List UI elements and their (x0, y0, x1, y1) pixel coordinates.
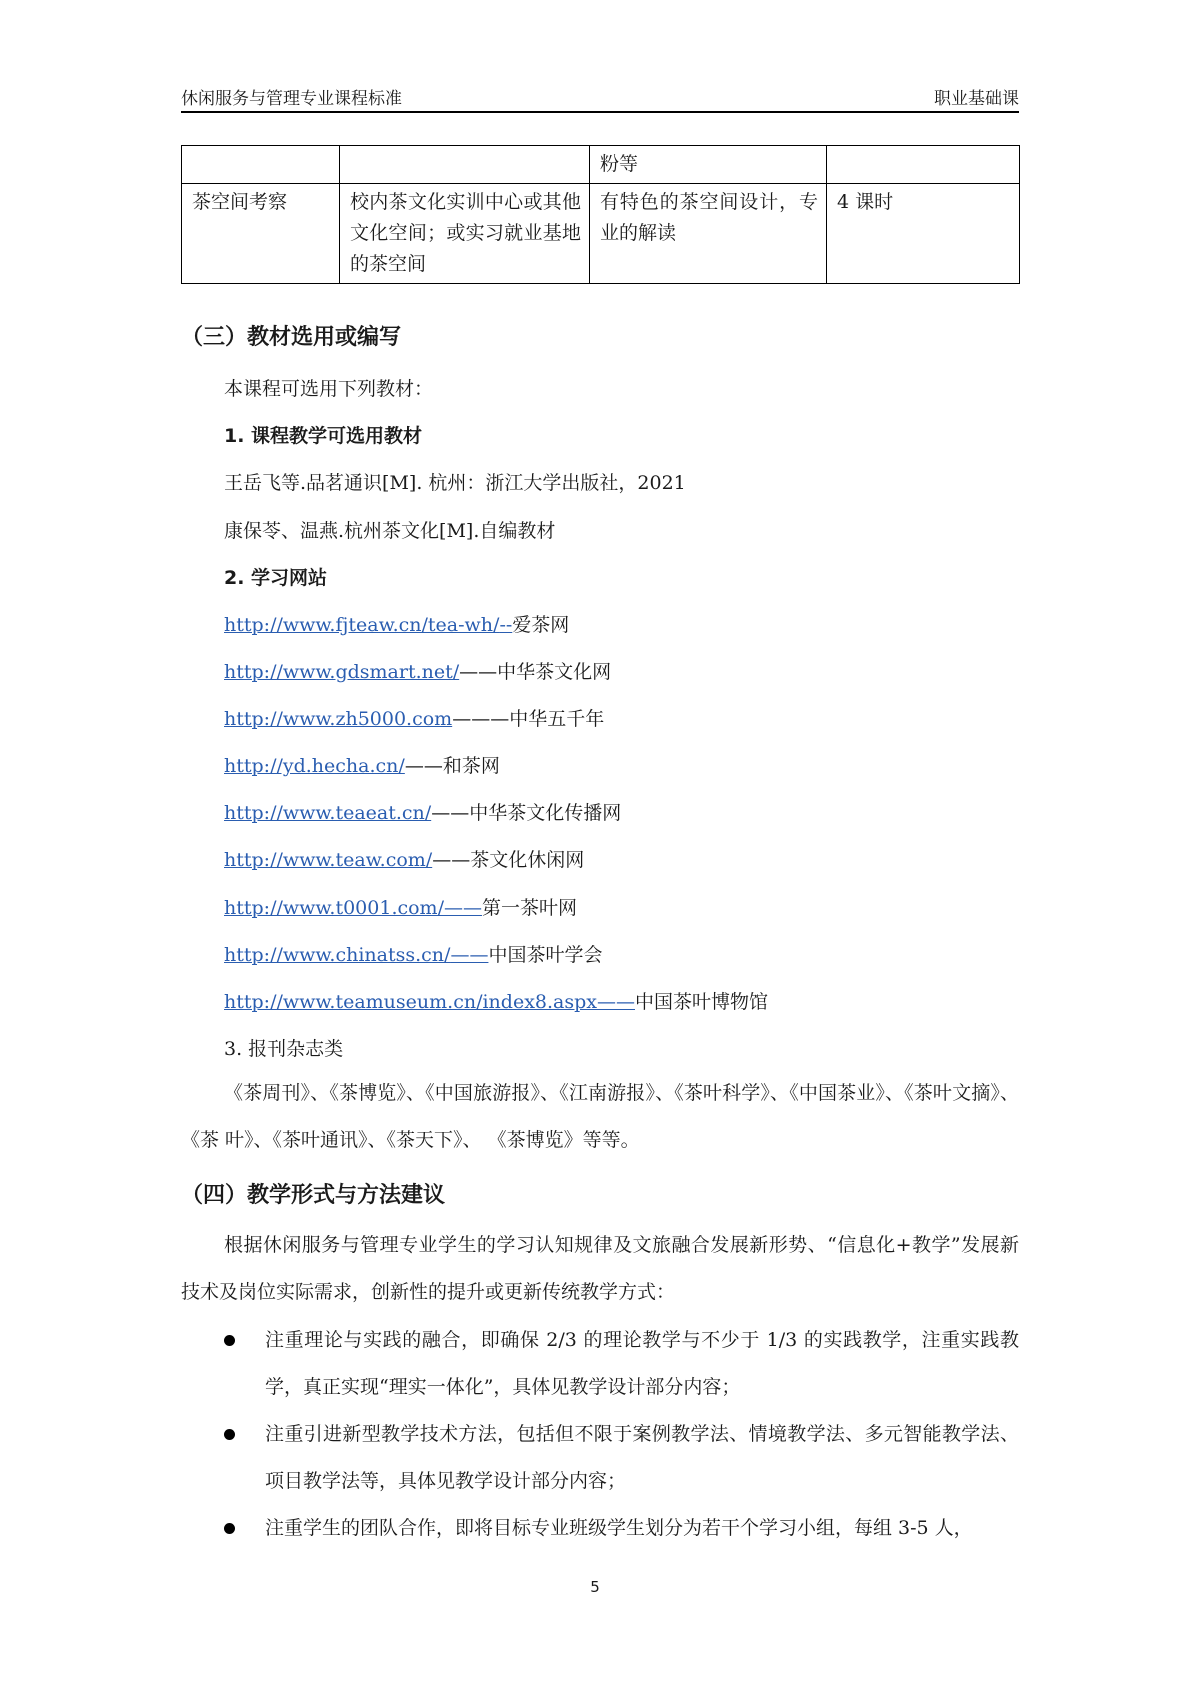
subsection-title-websites: 2. 学习网站 (224, 567, 328, 589)
website-name: 中华茶文化传播网 (469, 802, 622, 824)
page-number: 5 (590, 1578, 600, 1596)
website-item (224, 610, 569, 637)
list-item (224, 1505, 1019, 1552)
website-name: 爱茶网 (512, 614, 570, 636)
periodicals-paragraph: 《茶周刊》、《茶博览》、《中国旅游报》、《江南游报》、《茶叶科学》、《中国茶业》、《茶叶文摘》、《茶 叶》、《茶叶通讯》、《茶天下》、 《茶博览》等等。 (181, 1082, 1019, 1151)
table-row (182, 184, 1020, 284)
website-item (224, 893, 577, 920)
list-item-text: 注重理论与实践的融合，即确保 2/3 的理论教学与不少于 1/3 的实践教学，注重实践教学，真正实现“理实一体化”，具体见教学设计部分内容； (265, 1329, 1019, 1398)
methods-intro-paragraph: 根据休闲服务与管理专业学生的学习认知规律及文旅融合发展新形势、“信息化+教学”发展新技术及岗位实际需求，创新性的提升或更新传统教学方式： (181, 1234, 1019, 1303)
subsection-title-periodicals: 3. 报刊杂志类 (224, 1038, 344, 1060)
website-separator: —— (450, 944, 489, 966)
website-name: 和茶网 (442, 755, 500, 777)
subsection-title-textbooks: 1. 课程教学可选用教材 (224, 425, 423, 447)
list-item-text: 注重引进新型教学技术方法，包括但不限于案例教学法、情境教学法、多元智能教学法、项目教学法等，具体见教学设计部分内容； (265, 1423, 1019, 1492)
textbooks-intro: 本课程可选用下列教材： (224, 378, 434, 400)
bullet-icon (224, 1429, 235, 1440)
resource-table (181, 145, 1020, 284)
header-rule (181, 111, 1019, 113)
website-separator: —— (597, 991, 635, 1013)
table-cell (827, 146, 1020, 184)
website-link[interactable]: http://www.chinatss.cn/ (224, 944, 451, 966)
website-item (224, 940, 602, 967)
section-heading-textbooks: （三）教材选用或编写 (181, 325, 402, 350)
website-item (224, 798, 621, 825)
book-item: 康保苓、温燕.杭州茶文化[M].自编教材 (224, 520, 556, 542)
website-link[interactable]: http://www.teaeat.cn/ (224, 802, 432, 824)
table-cell: 茶空间考察 (182, 184, 340, 284)
header-category: 职业基础课 (934, 89, 1019, 109)
website-link[interactable]: http://www.teamuseum.cn/index8.aspx (224, 991, 597, 1013)
list-item (224, 1317, 1019, 1411)
website-item (224, 845, 584, 872)
website-separator: —— (432, 849, 471, 871)
website-name: 茶文化休闲网 (470, 849, 585, 871)
website-separator: —— (443, 897, 482, 919)
website-link[interactable]: http://www.fjteaw.cn/tea-wh/ (224, 614, 500, 636)
website-item (224, 987, 768, 1014)
website-name: 中国茶叶学会 (488, 944, 603, 966)
website-item (224, 704, 604, 731)
list-item (224, 1411, 1019, 1505)
website-link[interactable]: http://yd.hecha.cn/ (224, 755, 405, 777)
bullet-icon (224, 1335, 235, 1346)
website-name: 中国茶叶博物馆 (635, 991, 769, 1013)
table-cell: 有特色的茶空间设计，专业的解读 (590, 184, 827, 284)
website-separator: ——— (452, 708, 510, 730)
website-separator: —— (404, 755, 443, 777)
table-cell (182, 146, 340, 184)
bullet-icon (224, 1523, 235, 1534)
table-cell: 粉等 (590, 146, 827, 184)
website-name: 中华五千年 (509, 708, 605, 730)
table-cell: 校内茶文化实训中心或其他文化空间；或实习就业基地的茶空间 (340, 184, 590, 284)
website-link[interactable]: http://www.zh5000.com (224, 708, 453, 730)
website-separator: -- (499, 614, 513, 636)
website-separator: —— (459, 661, 498, 683)
website-link[interactable]: http://www.t0001.com/ (224, 897, 444, 919)
website-item (224, 751, 500, 778)
website-name: 第一茶叶网 (481, 897, 577, 919)
table-cell (340, 146, 590, 184)
website-item (224, 657, 611, 684)
list-item-text: 注重学生的团队合作，即将目标专业班级学生划分为若干个学习小组，每组 3-5 人， (265, 1517, 973, 1539)
book-item: 王岳飞等.品茗通识[M]. 杭州：浙江大学出版社，2021 (224, 472, 686, 494)
website-separator: —— (431, 802, 470, 824)
website-link[interactable]: http://www.gdsmart.net/ (224, 661, 460, 683)
website-link[interactable]: http://www.teaw.com/ (224, 849, 433, 871)
website-name: 中华茶文化网 (497, 661, 612, 683)
section-heading-methods: （四）教学形式与方法建议 (181, 1183, 446, 1208)
header-title: 休闲服务与管理专业课程标准 (181, 89, 402, 109)
table-row (182, 146, 1020, 184)
table-cell: 4 课时 (827, 184, 1020, 284)
